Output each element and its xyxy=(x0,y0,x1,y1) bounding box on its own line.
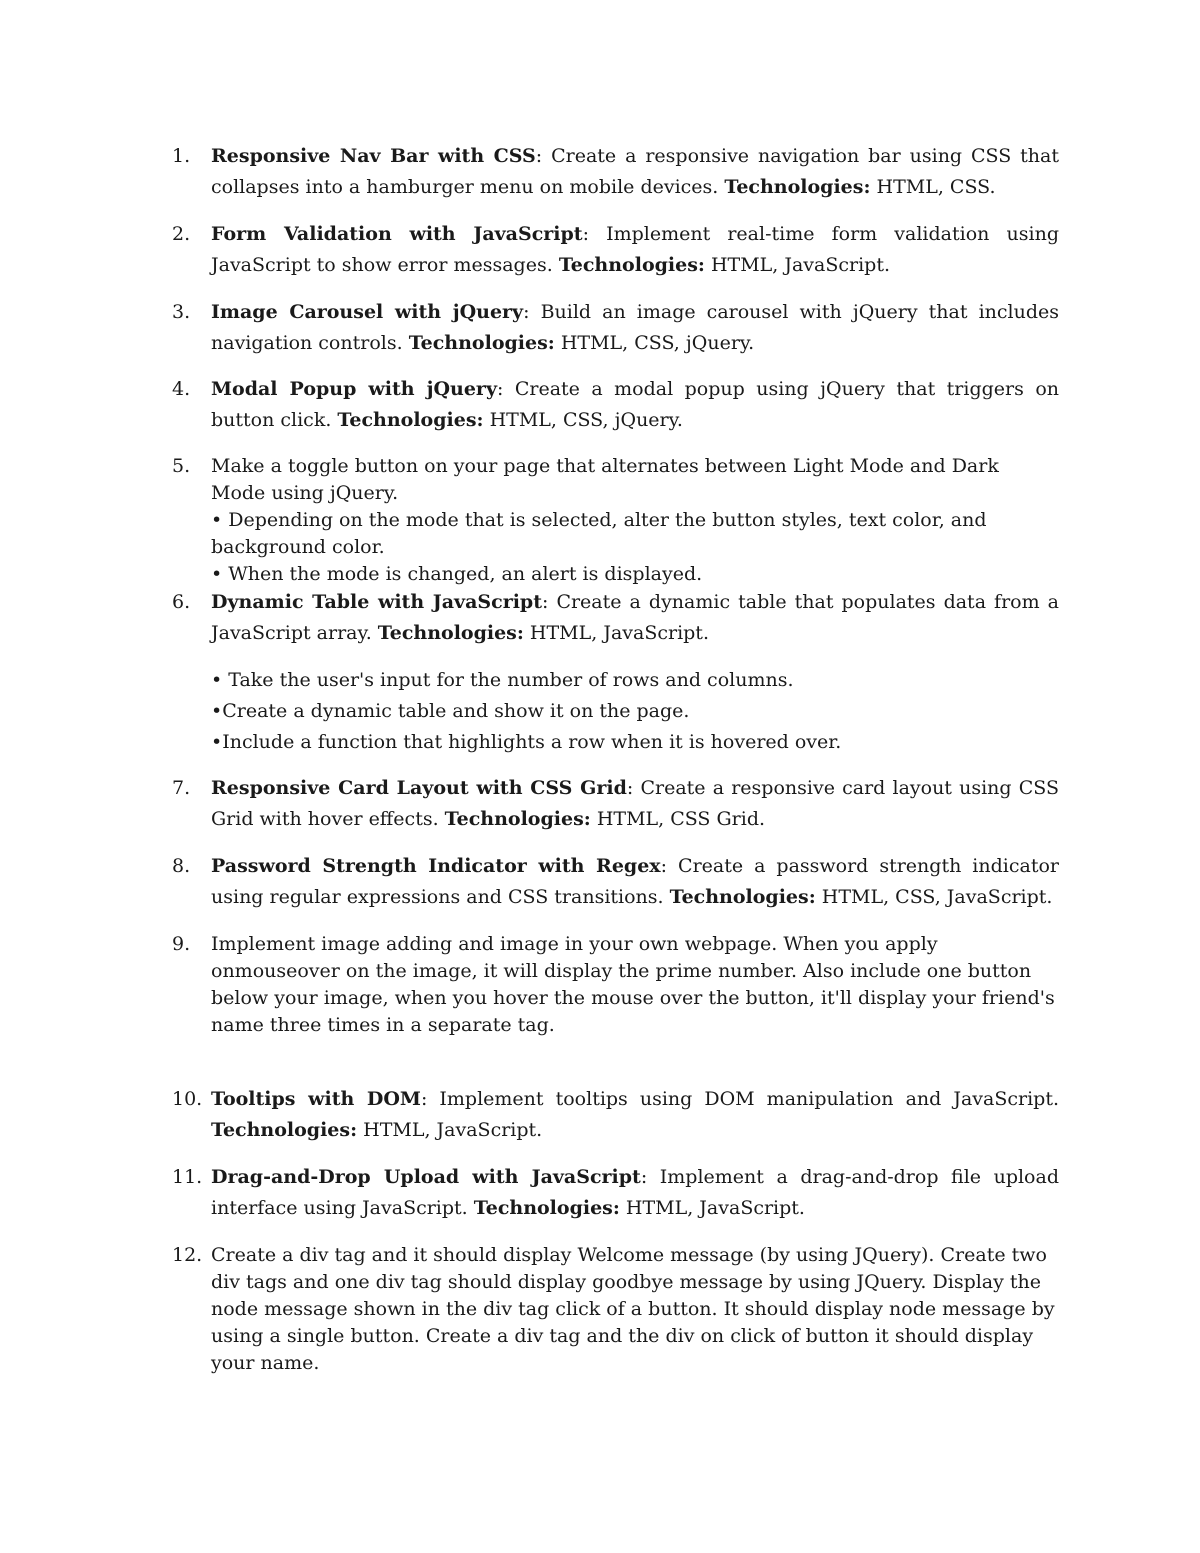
bullet-item: • Depending on the mode that is selected, alter the button styles, text color, and background color. xyxy=(211,509,987,558)
tech-label: Technologies: xyxy=(377,622,524,644)
item-text xyxy=(211,297,1059,359)
item-body: Implement image adding and image in your own webpage. When you apply onmouseover on the image, it will display the prime number. Also include one button below your image, when you hover the mouse over the button, it'll display your friend's name three times in a separate tag. xyxy=(211,933,1055,1036)
tech-list: HTML, JavaScript. xyxy=(357,1119,543,1141)
item-description: : Implement a drag-and-drop file upload interface using JavaScript. xyxy=(211,1166,1059,1219)
item-description: : Create a password strength indicator using regular expressions and CSS transitions. xyxy=(211,855,1059,908)
bullet-item: • When the mode is changed, an alert is displayed. xyxy=(211,563,703,585)
bullet-list xyxy=(211,665,1059,758)
item-number: 7. xyxy=(172,777,191,799)
tech-label: Technologies: xyxy=(337,409,484,431)
item-text xyxy=(211,1242,1059,1377)
tech-list: HTML, CSS, jQuery. xyxy=(483,409,683,431)
item-title: Drag-and-Drop Upload with JavaScript xyxy=(211,1166,641,1188)
item-description: : Implement tooltips using DOM manipulation and JavaScript. xyxy=(420,1088,1060,1110)
item-description: : Build an image carousel with jQuery that includes navigation controls. xyxy=(211,301,1059,354)
item-text xyxy=(211,141,1059,203)
item-number: 5. xyxy=(172,455,191,477)
tech-label: Technologies: xyxy=(473,1197,620,1219)
item-number: 9. xyxy=(172,933,191,955)
item-text xyxy=(211,219,1059,281)
tech-list: HTML, CSS Grid. xyxy=(590,808,766,830)
tech-list: HTML, CSS, jQuery. xyxy=(554,332,755,354)
item-body: Make a toggle button on your page that alternates between Light Mode and Dark Mode using jQuery. xyxy=(211,455,999,504)
bullet-item: • Take the user's input for the number of rows and columns. xyxy=(211,669,794,691)
item-number: 8. xyxy=(172,855,191,877)
item-title: Modal Popup with jQuery xyxy=(211,378,497,400)
tech-list: HTML, JavaScript. xyxy=(619,1197,805,1219)
item-title: Image Carousel with jQuery xyxy=(211,301,524,323)
item-description: : Implement real-time form validation using JavaScript to show error messages. xyxy=(211,223,1059,276)
item-text xyxy=(211,773,1059,835)
item-number: 2. xyxy=(172,223,191,245)
item-text xyxy=(211,374,1059,436)
item-title: Responsive Nav Bar with CSS xyxy=(211,145,536,167)
item-number: 3. xyxy=(172,301,191,323)
item-description: : Create a modal popup using jQuery that triggers on button click. xyxy=(211,378,1059,431)
tech-list: HTML, JavaScript. xyxy=(523,622,709,644)
tech-list: HTML, CSS, JavaScript. xyxy=(815,886,1053,908)
item-number: 6. xyxy=(172,591,191,613)
tech-label: Technologies: xyxy=(724,176,871,198)
item-number: 4. xyxy=(172,378,191,400)
item-text xyxy=(211,453,1059,588)
item-body: Create a div tag and it should display Welcome message (by using JQuery). Create two div tags and one div tag should display goodbye message by using JQuery. Display the node message shown in the div tag click of a button. It should display node message by using a single button. Create a div tag and the div on click of button it should display your name. xyxy=(211,1244,1055,1374)
item-title: Responsive Card Layout with CSS Grid xyxy=(211,777,627,799)
tech-list: HTML, CSS. xyxy=(870,176,996,198)
item-text xyxy=(211,1162,1059,1224)
tech-label: Technologies: xyxy=(211,1119,358,1141)
item-text xyxy=(211,851,1059,913)
item-title: Dynamic Table with JavaScript xyxy=(211,591,542,613)
tech-list: HTML, JavaScript. xyxy=(704,254,891,276)
tech-label: Technologies: xyxy=(669,886,816,908)
bullet-item: •Create a dynamic table and show it on the page. xyxy=(211,700,690,722)
item-text xyxy=(211,587,1059,649)
bullet-item: •Include a function that highlights a row when it is hovered over. xyxy=(211,731,842,753)
item-text xyxy=(211,931,1059,1039)
item-title: Tooltips with DOM xyxy=(211,1088,421,1110)
item-title: Password Strength Indicator with Regex xyxy=(211,855,661,877)
item-text xyxy=(211,1084,1059,1146)
item-description: : Create a responsive navigation bar using CSS that collapses into a hamburger menu on mobile devices. xyxy=(211,145,1059,198)
item-number: 10. xyxy=(172,1088,203,1110)
tech-label: Technologies: xyxy=(558,254,705,276)
item-title: Form Validation with JavaScript xyxy=(211,223,583,245)
tech-label: Technologies: xyxy=(444,808,591,830)
item-number: 11. xyxy=(172,1166,203,1188)
item-number: 12. xyxy=(172,1244,203,1266)
item-number: 1. xyxy=(172,145,191,167)
tech-label: Technologies: xyxy=(408,332,555,354)
item-description: : Create a responsive card layout using CSS Grid with hover effects. xyxy=(211,777,1059,830)
item-description: : Create a dynamic table that populates data from a JavaScript array. xyxy=(211,591,1059,644)
